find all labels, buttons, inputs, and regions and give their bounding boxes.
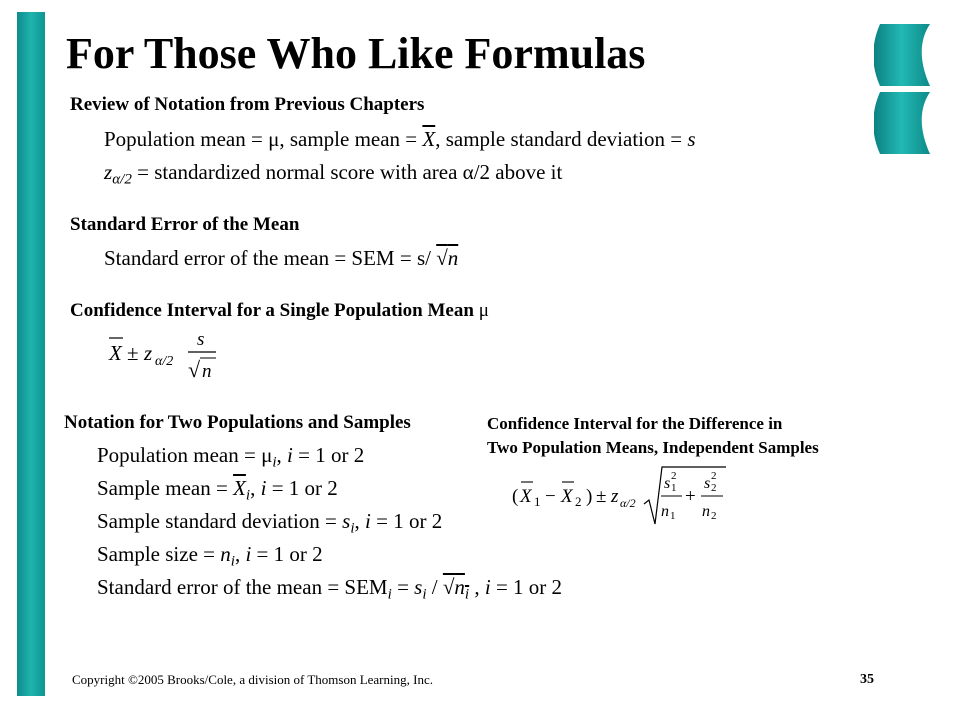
svg-text:±: ± [596,486,607,507]
ribbon-logo [874,24,934,156]
svg-text:1: 1 [534,494,541,509]
two-pop-heading: Notation for Two Populations and Samples [64,412,411,433]
ci-single-heading: Confidence Interval for a Single Population Mean μ [70,300,489,321]
svg-text:s: s [664,475,671,492]
formula-denominator: n [202,361,212,382]
review-line-z-score: $z_{\alpha/2}$ = standardized normal score with area α/2 above it [104,160,563,188]
svg-text:z: z [611,486,619,507]
sample-sd-line: Sample standard deviation = $s_i$, i = 1 or 2 [97,509,443,537]
svg-text:2: 2 [711,482,717,494]
svg-text:1: 1 [670,510,676,522]
formula-plus-minus: ± [127,341,139,365]
copyright-text: Copyright ©2005 Brooks/Cole, a division of Thomson Learning, Inc. [72,672,433,687]
formula-z: z [144,341,153,365]
svg-text:2: 2 [671,470,677,482]
two-pop-sem-line: Standard error of the mean = $SEM_i = s_i / √n_i$ , i = 1 or 2 [97,575,563,603]
svg-text:2: 2 [711,510,717,522]
svg-text:α/2: α/2 [620,496,636,510]
sample-size-line: Sample size = $n_i$, i = 1 or 2 [97,542,323,570]
svg-text:n: n [702,503,710,520]
svg-text:2: 2 [711,470,717,482]
svg-text:+: + [685,486,696,507]
slide-title: For Those Who Like Formulas [66,29,646,78]
ci-diff-heading-line2: Two Population Means, Independent Samples [487,438,819,457]
ci-difference-formula [512,464,752,530]
page-number: 35 [860,672,874,687]
svg-text:−: − [545,486,556,507]
sem-heading: Standard Error of the Mean [70,214,300,235]
svg-text:n: n [661,503,669,520]
formula-xbar: X [109,341,122,365]
ci-diff-heading-line1: Confidence Interval for the Difference in [487,414,783,433]
svg-text:1: 1 [671,482,677,494]
svg-text:2: 2 [575,494,582,509]
review-heading: Review of Notation from Previous Chapters [70,94,425,115]
formula-z-sub: α/2 [155,354,174,369]
pop-mean-line: Population mean = $\mu_i$, i = 1 or 2 [97,443,365,471]
svg-text:X: X [520,486,532,507]
svg-text:(: ( [512,486,519,507]
formula-numerator: s [197,329,205,350]
formula-root: √ [188,357,201,382]
ci-single-mean-formula [100,328,240,384]
svg-text:X: X [561,486,573,507]
svg-text:s: s [704,475,711,492]
sem-formula-line: Standard error of the mean = SEM = s/ √n [104,246,459,270]
left-accent-bar [17,12,45,696]
sample-mean-line: Sample mean = $\overline{X}_i$, i = 1 or 2 [97,476,338,504]
review-line-means: Population mean = μ, sample mean = $\overline{X}$, sample standard deviation = s [104,127,696,151]
svg-text:): ) [586,486,593,507]
